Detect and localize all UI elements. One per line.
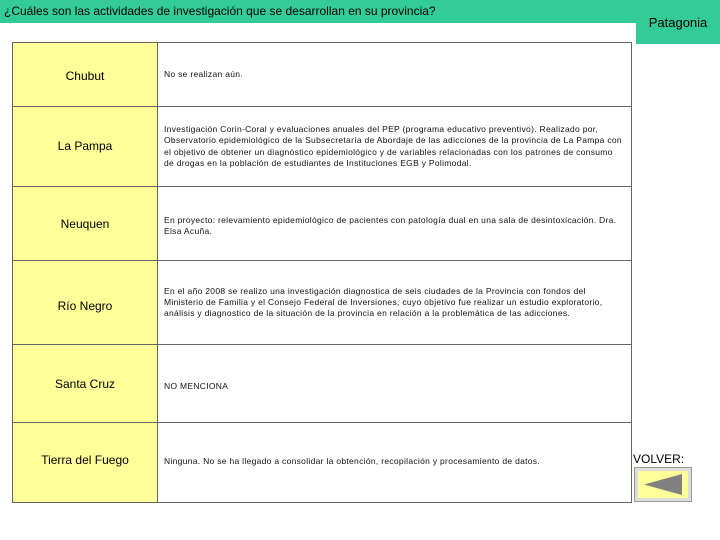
table-row [13, 423, 632, 503]
description-cell: En proyecto: relevamiento epidemiológico de pacientes con patología dual en una sala de desintoxicación. Dra. Elsa Acuña. [158, 187, 632, 261]
description-cell: En el año 2008 se realizo una investigación diagnostica de seis ciudades de la Provincia con fondos del Ministerio de Familia y el Consejo Federal de Inversiones, cuyo objetivo fue realizar un estudio exploratorio, análisis y diagnostico de la situación de la provincia en relación a la problemática de las adicciones. [158, 261, 632, 345]
activities-table [12, 42, 632, 503]
province-cell: Santa Cruz [13, 345, 158, 423]
header-bar [0, 0, 636, 23]
province-cell: La Pampa [13, 107, 158, 187]
province-cell: Río Negro [13, 261, 158, 345]
back-button-face [638, 471, 688, 498]
province-cell: Tierra del Fuego [13, 423, 158, 503]
table-row [13, 261, 632, 345]
back-button[interactable] [634, 467, 692, 502]
table-row [13, 187, 632, 261]
province-cell: Chubut [13, 43, 158, 107]
page-title: ¿Cuáles son las actividades de investigación que se desarrollan en su provincia? [4, 4, 436, 18]
region-label: Patagonia [636, 0, 720, 44]
description-cell: Investigación Corin-Coral y evaluaciones anuales del PEP (programa educativo preventivo). Realizado por, Observatorio epidemiológico de la Subsecretaría de Abordaje de las adicciones de la provincia de La Pampa con el objetivo de obtener un diagnóstico epidemiológico y de variables relacionadas con los patrones de consumo de drogas en la población de estudiantes de Instituciones EGB y Polimodal. [158, 107, 632, 187]
description-cell: No se realizan aún. [158, 43, 632, 107]
description-cell: Ninguna. No se ha llegado a consolidar la obtención, recopilación y procesamiento de datos. [158, 423, 632, 503]
table-row [13, 43, 632, 107]
back-arrow-icon [638, 471, 688, 498]
volver-label: VOLVER: [633, 452, 685, 466]
province-cell: Neuquen [13, 187, 158, 261]
table-row [13, 345, 632, 423]
description-cell: NO MENCIONA [158, 345, 632, 423]
table-row [13, 107, 632, 187]
